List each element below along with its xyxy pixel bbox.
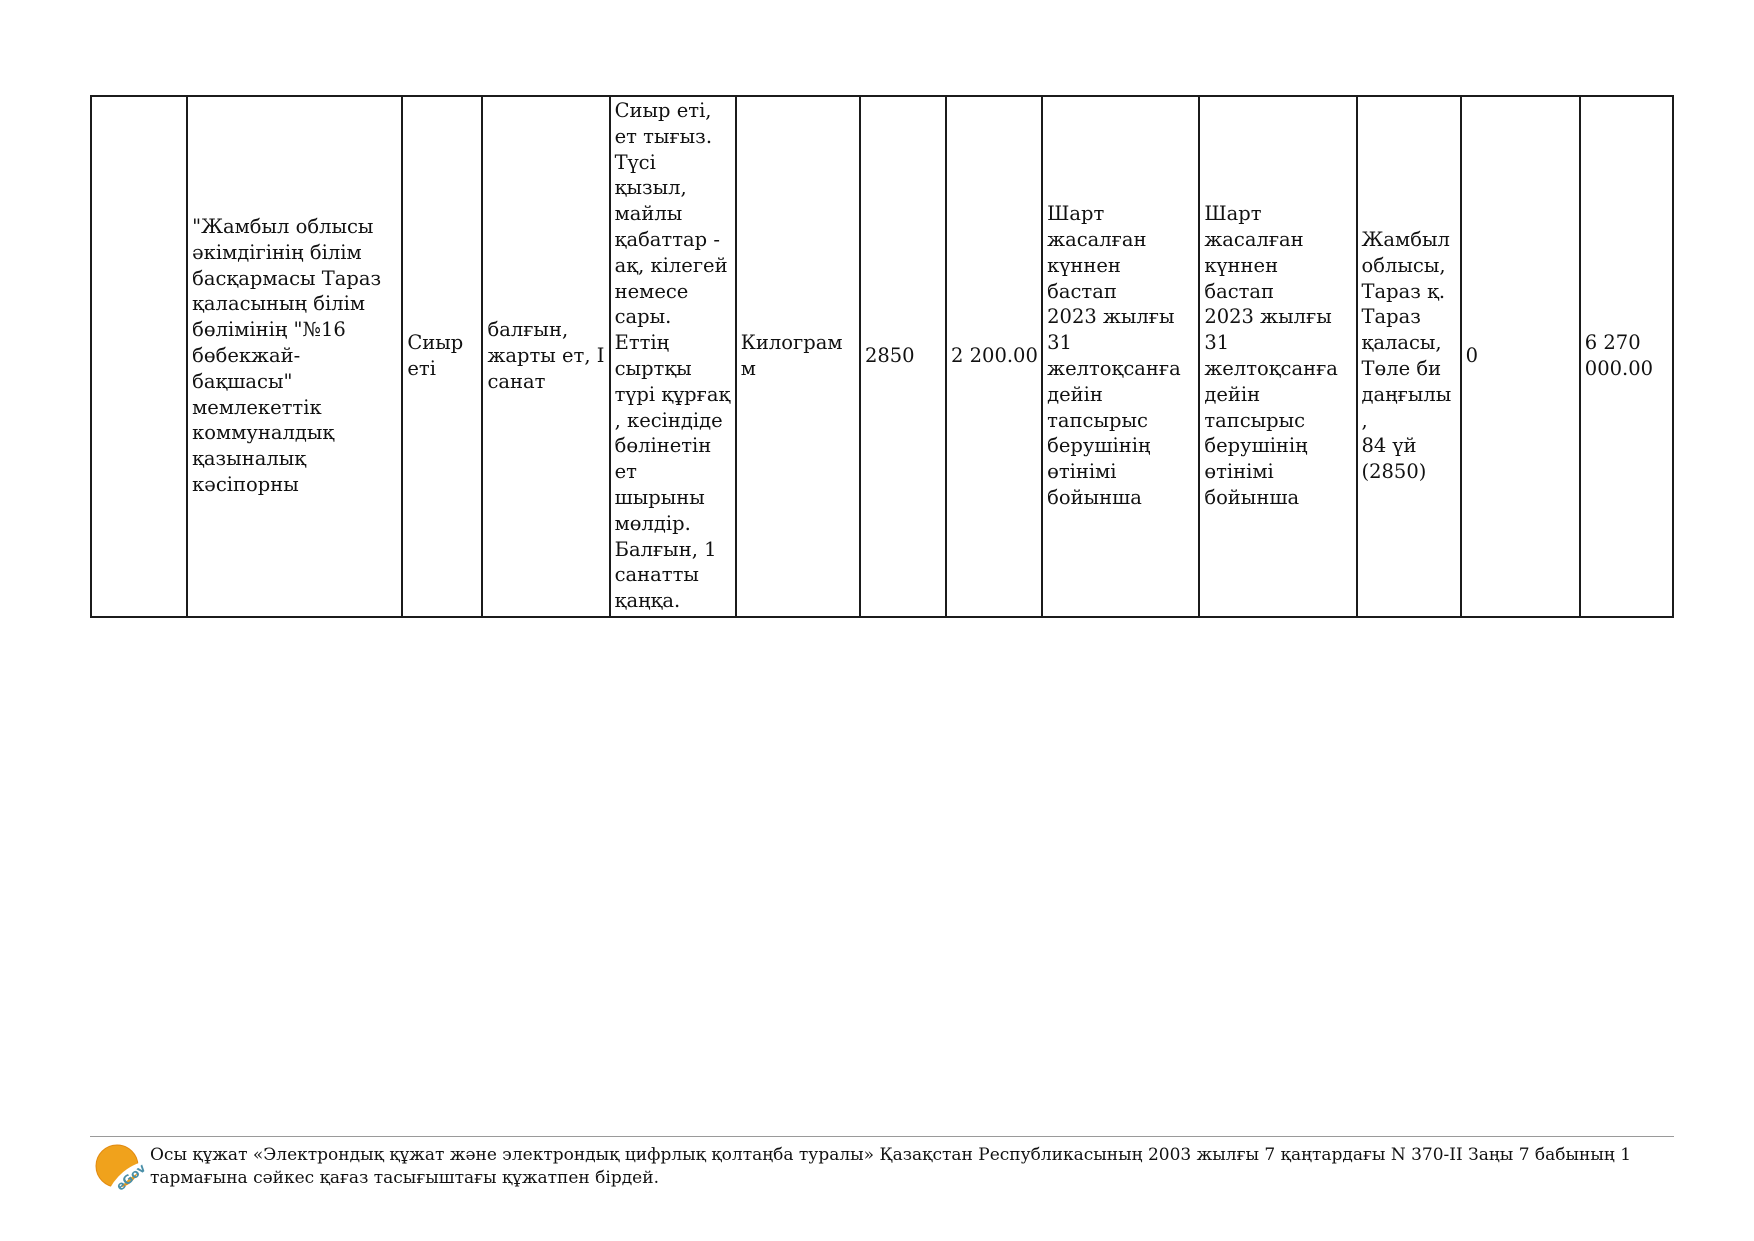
cell-price: 2 200.00 xyxy=(946,96,1042,617)
cell-delivery-term-2: Шарт жасалған күннен бастап 2023 жылғы 31 желтоқсанға дейін тапсырыс берушінің өтінімі бойынша xyxy=(1199,96,1356,617)
cell-advance: 0 xyxy=(1461,96,1580,617)
cell-total: 6 270 000.00 xyxy=(1580,96,1673,617)
cell-number xyxy=(91,96,187,617)
document-footer xyxy=(90,1136,1674,1194)
egov-sun-logo-icon xyxy=(94,1143,149,1194)
table-row xyxy=(91,96,1673,617)
cell-unit: Килограмм xyxy=(736,96,860,617)
cell-product-name: Сиыр еті xyxy=(402,96,482,617)
cell-description: Сиыр еті, ет тығыз. Түсі қызыл, майлы қабаттар - ақ, кілегей немесе сары. Еттің сыртқы түрі құрғақ , кесіндіде бөлінетін ет шырыны мөлдір. Балғын, 1 санатты қаңқа. xyxy=(610,96,736,617)
cell-delivery-place: Жамбыл облысы, Тараз қ. Тараз қаласы, Төле би даңғылы, 84 үй (2850) xyxy=(1357,96,1461,617)
cell-short-description: балғын, жарты ет, I санат xyxy=(482,96,609,617)
cell-delivery-term-1: Шарт жасалған күннен бастап 2023 жылғы 31 желтоқсанға дейін тапсырыс берушінің өтінімі бойынша xyxy=(1042,96,1199,617)
svg-text:eGov: eGov xyxy=(113,1160,149,1194)
goods-table xyxy=(90,95,1674,618)
cell-customer: "Жамбыл облысы әкімдігінің білім басқармасы Тараз қаласының білім бөлімінің "№16 бөбекжай-бақшасы" мемлекеттік коммуналдық қазыналық кәсіпорны xyxy=(187,96,402,617)
cell-quantity: 2850 xyxy=(860,96,946,617)
footer-legal-text: Осы құжат «Электрондық құжат және электрондық цифрлық қолтаңба туралы» Қазақстан Республикасының 2003 жылғы 7 қаңтардағы N 370-II Заңы 7 бабының 1 тармағына сәйкес қағаз тасығыштағы құжатпен бірдей. xyxy=(150,1145,1632,1188)
